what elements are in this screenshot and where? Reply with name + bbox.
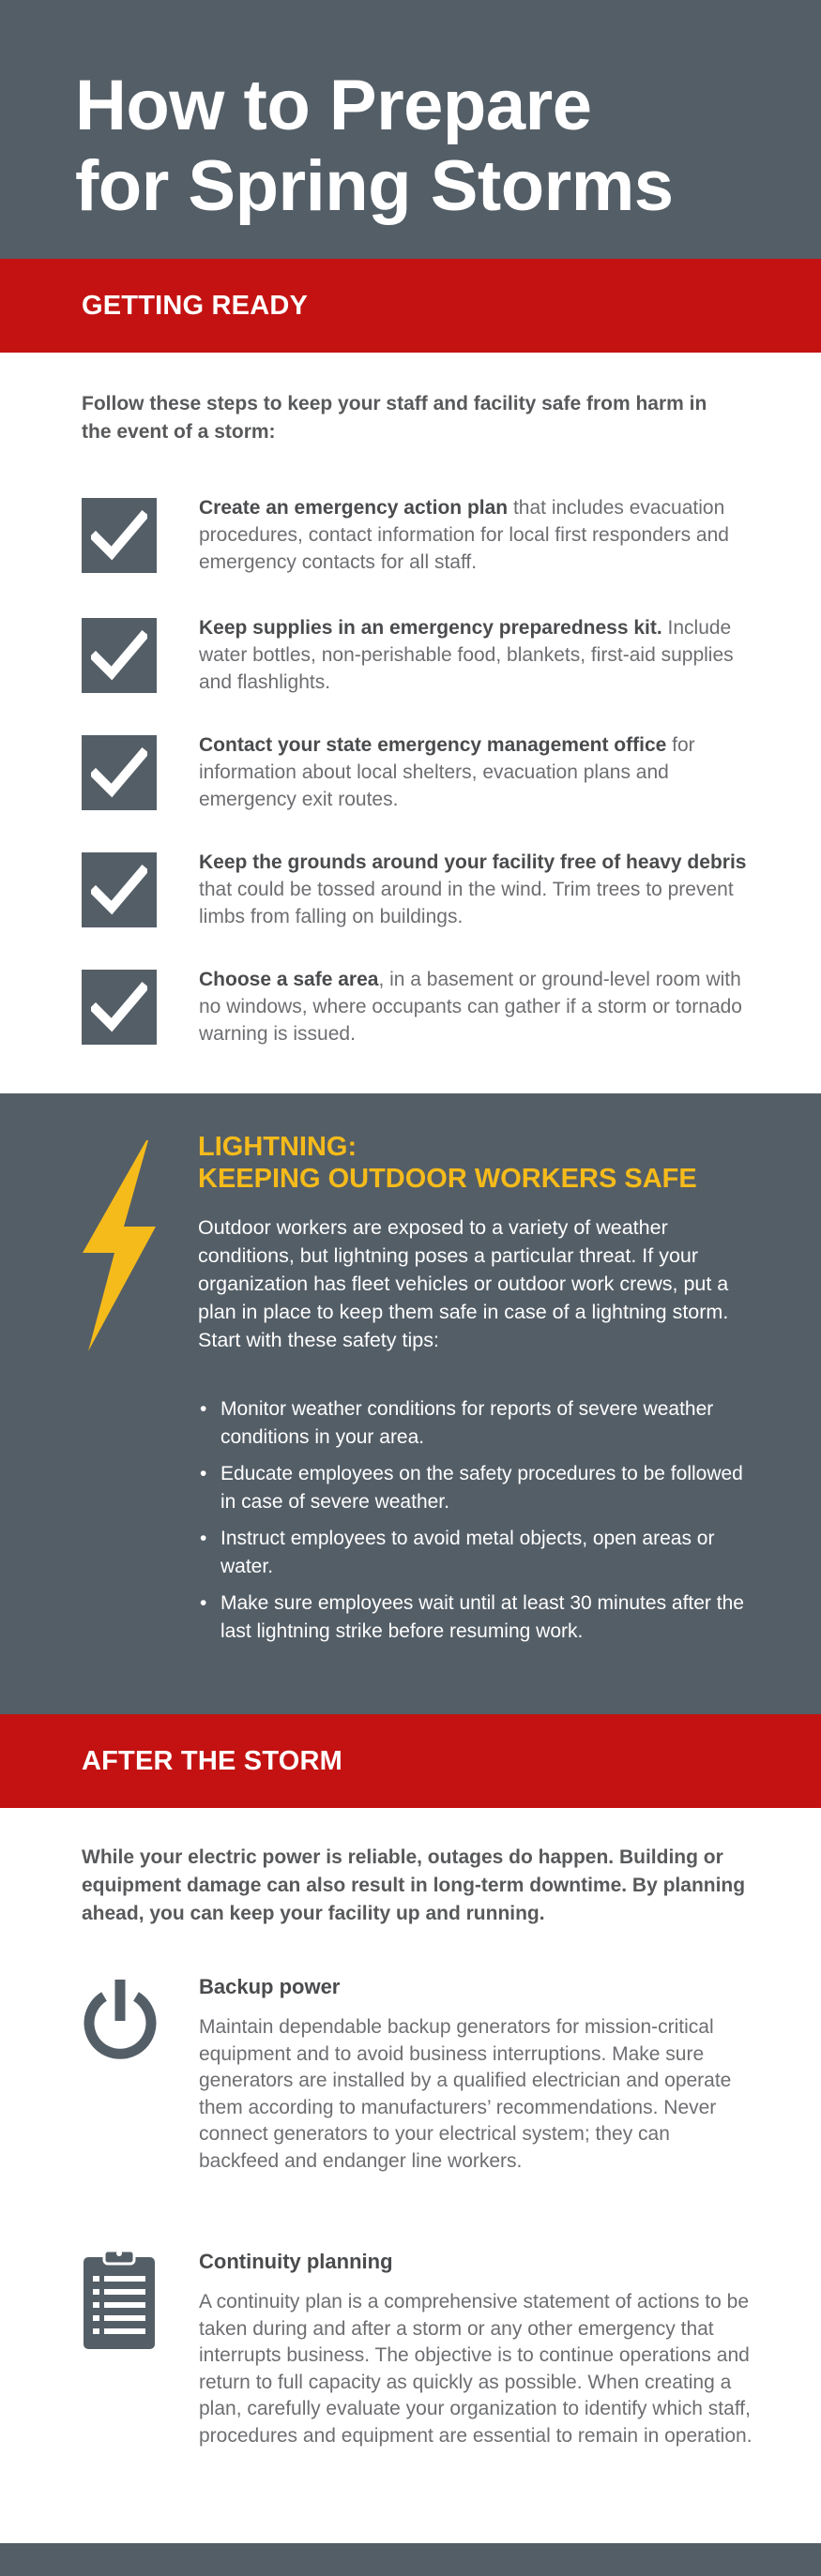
lightning-tips-list bbox=[198, 1395, 761, 1654]
getting-ready-banner bbox=[0, 259, 821, 353]
bullet: • bbox=[200, 1463, 207, 1484]
continuity-planning-section bbox=[82, 2248, 757, 2492]
tip-text: Make sure employees wait until at least 30 minutes after the last lightning strike before resuming work. bbox=[220, 1592, 744, 1642]
checkmark-icon bbox=[91, 509, 147, 562]
step-item bbox=[82, 849, 747, 927]
checkbox-icon bbox=[82, 970, 157, 1045]
backup-power-heading: Backup power bbox=[199, 1975, 341, 1998]
continuity-planning-heading: Continuity planning bbox=[199, 2250, 393, 2273]
bullet: • bbox=[200, 1592, 207, 1614]
checkmark-icon bbox=[91, 746, 147, 799]
header bbox=[0, 0, 821, 259]
checkbox-icon bbox=[82, 852, 157, 927]
step-bold: Choose a safe area bbox=[199, 969, 379, 990]
lightning-bolt-icon bbox=[81, 1140, 158, 1351]
lightning-title bbox=[198, 1131, 697, 1195]
step-text bbox=[199, 849, 748, 930]
step-detail: , in a basement or ground-level room with no windows, where occupants can gather if a storm or tornado warning is issued. bbox=[199, 969, 742, 1045]
step-item bbox=[82, 494, 743, 573]
step-text bbox=[199, 494, 748, 576]
step-text bbox=[199, 731, 748, 813]
checkbox-icon bbox=[82, 735, 157, 810]
step-bold: Keep the grounds around your facility free of heavy debris bbox=[199, 851, 747, 873]
step-bold: Keep supplies in an emergency preparedness kit. bbox=[199, 617, 662, 639]
step-text bbox=[199, 966, 748, 1047]
tip-text: Instruct employees to avoid metal objects, open areas or water. bbox=[220, 1528, 715, 1577]
checkmark-icon bbox=[91, 864, 147, 916]
checkbox-icon bbox=[82, 618, 157, 693]
tip-text: Educate employees on the safety procedures to be followed in case of severe weather. bbox=[220, 1463, 743, 1513]
step-item bbox=[82, 966, 743, 1045]
lightning-title-line1: LIGHTNING: bbox=[198, 1132, 357, 1162]
checkmark-icon bbox=[91, 629, 147, 682]
step-text bbox=[199, 614, 748, 696]
step-bold: Create an emergency action plan bbox=[199, 497, 509, 519]
lightning-body: Outdoor workers are exposed to a variety of weather conditions, but lightning poses a particular threat. If your organization has fleet vehicles or outdoor work crews, put a plan in place to keep them safe in case of a lightning storm. Start with these safety tips: bbox=[198, 1216, 729, 1351]
page-title bbox=[75, 66, 788, 227]
tip-text: Monitor weather conditions for reports of severe weather conditions in your area. bbox=[220, 1398, 714, 1448]
after-storm-heading: AFTER THE STORM bbox=[82, 1746, 342, 1776]
lightning-section bbox=[0, 1093, 821, 1714]
bullet: • bbox=[200, 1528, 207, 1549]
footer-bar bbox=[0, 2543, 821, 2576]
list-item bbox=[198, 1525, 761, 1581]
bullet: • bbox=[200, 1398, 207, 1420]
getting-ready-heading: GETTING READY bbox=[82, 291, 309, 321]
page-title-line2: for Spring Storms bbox=[75, 146, 674, 226]
list-item bbox=[198, 1589, 761, 1646]
checkmark-icon bbox=[91, 981, 147, 1033]
after-storm-banner bbox=[0, 1714, 821, 1808]
clipboard-icon bbox=[82, 2248, 157, 2351]
step-detail: that includes evacuation procedures, contact information for local first responders and emergency contacts for all staff. bbox=[199, 497, 729, 573]
step-detail: Include water bottles, non-perishable food, blankets, first-aid supplies and flashlights. bbox=[199, 617, 734, 693]
step-detail: that could be tossed around in the wind. Trim trees to prevent limbs from falling on buildings. bbox=[199, 879, 734, 927]
after-storm-intro: While your electric power is reliable, outages do happen. Building or equipment damage can also result in long-term downtime. By planning ahead, you can keep your facility up and running. bbox=[82, 1846, 746, 1924]
step-item bbox=[82, 731, 743, 810]
getting-ready-intro: Follow these steps to keep your staff and facility safe from harm in the event of a storm: bbox=[82, 393, 707, 443]
list-item bbox=[198, 1460, 761, 1516]
backup-power-section bbox=[82, 1973, 757, 2198]
step-item bbox=[82, 614, 743, 693]
page-title-line1: How to Prepare bbox=[75, 66, 592, 145]
power-icon bbox=[82, 1980, 159, 2064]
backup-power-body: Maintain dependable backup generators for mission-critical equipment and to avoid business interruptions. Make sure generators are installed by a qualified electrician and operate them according to manufacturers’ recommendations. Never connect generators to your electrical system; they can backfeed and endanger line workers. bbox=[199, 2016, 732, 2172]
checkbox-icon bbox=[82, 498, 157, 573]
list-item bbox=[198, 1395, 761, 1452]
step-detail: for information about local shelters, evacuation plans and emergency exit routes. bbox=[199, 734, 695, 810]
lightning-title-line2: KEEPING OUTDOOR WORKERS SAFE bbox=[198, 1164, 697, 1194]
step-bold: Contact your state emergency management office bbox=[199, 734, 667, 756]
continuity-planning-body: A continuity plan is a comprehensive statement of actions to be taken during and after a storm or any other emergency that interrupts business. The objective is to continue operations and return to full capacity as quickly as possible. When creating a plan, carefully evaluate your organization to identify which staff, procedures and equipment are essential to remain in operation. bbox=[199, 2291, 753, 2447]
